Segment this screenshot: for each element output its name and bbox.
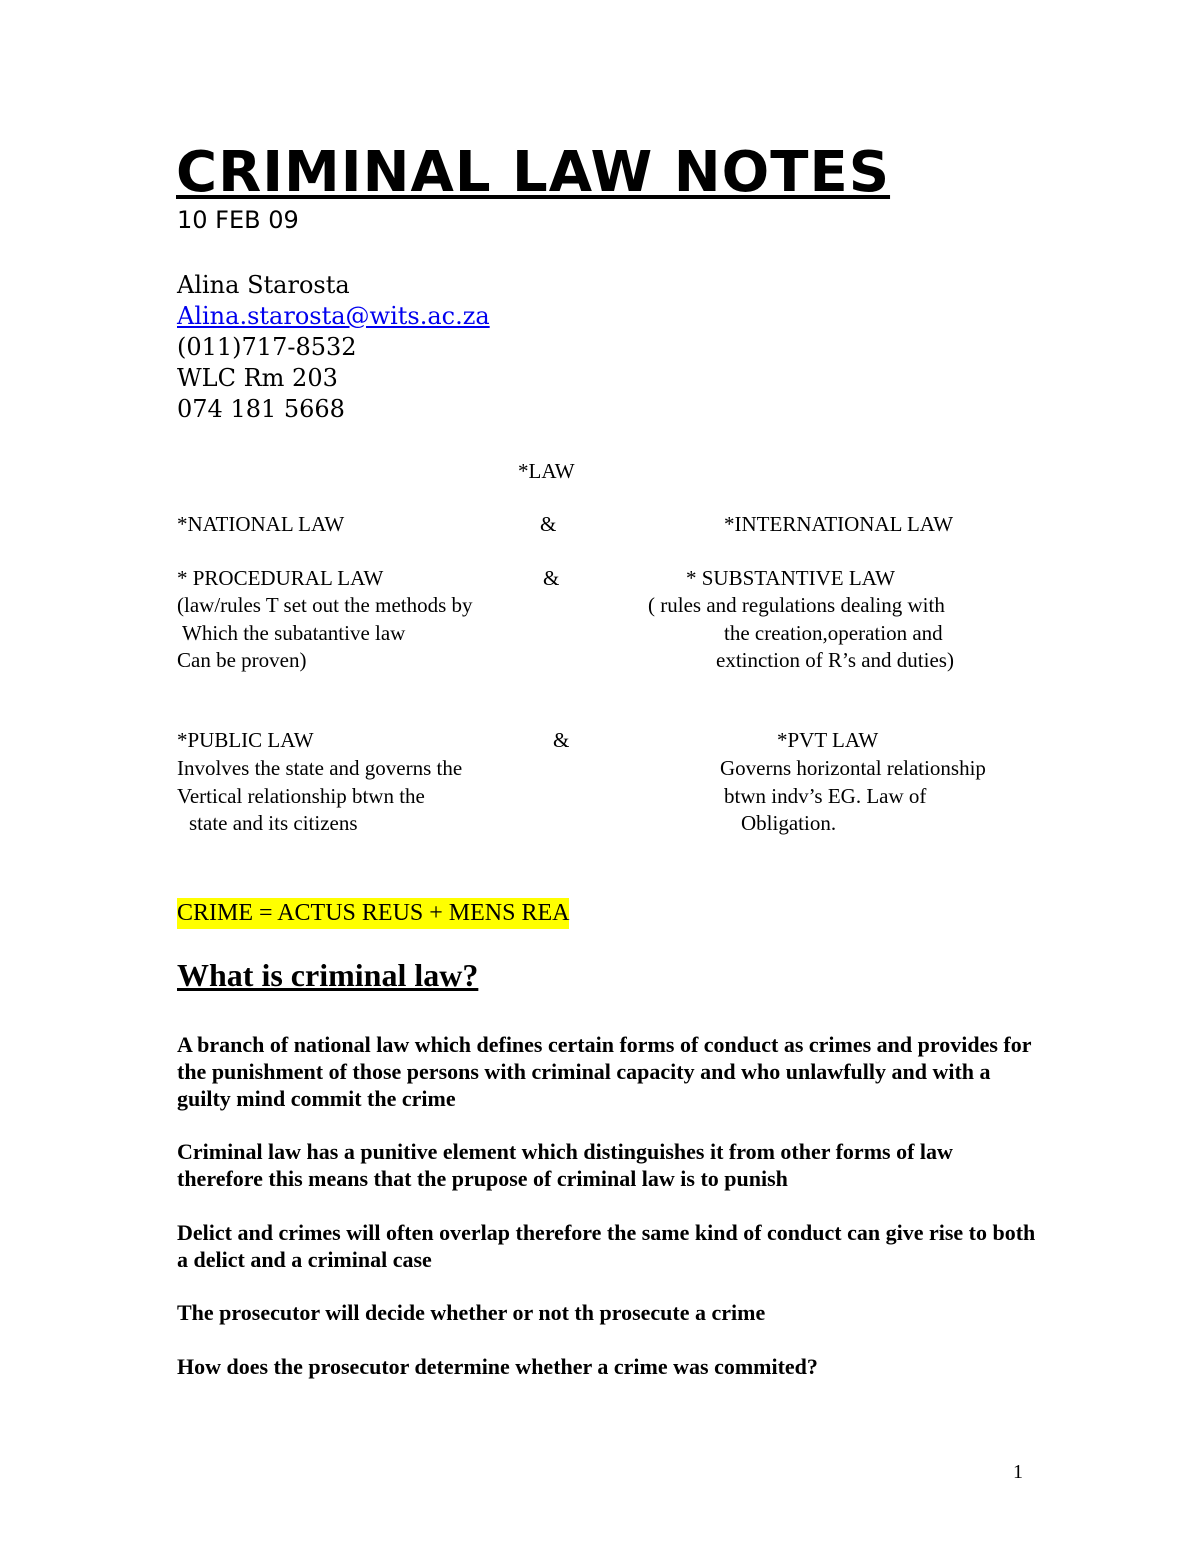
private-desc-line-3: Obligation. <box>741 811 837 835</box>
paragraph-definition: A branch of national law which defines certain forms of conduct as crimes and provides for the punishment of those persons with criminal capacity and who unlawfully and with a guilty mind commit the crime <box>177 1032 1032 1111</box>
public-desc-line-1: Involves the state and governs the <box>177 756 463 780</box>
ampersand-1: & <box>540 512 557 536</box>
public-desc-line-2: Vertical relationship btwn the <box>177 784 425 808</box>
contact-mobile: 074 181 5668 <box>177 395 345 423</box>
procedural-desc-line-1: (law/rules T set out the methods by <box>177 593 473 617</box>
substantive-desc-line-1: ( rules and regulations dealing with <box>648 593 945 617</box>
contact-name: Alina Starosta <box>177 271 350 299</box>
procedural-law-label: * PROCEDURAL LAW <box>177 566 384 590</box>
private-law-label: *PVT LAW <box>777 728 879 752</box>
public-desc-line-3: state and its citizens <box>189 811 358 835</box>
document-title: CRIMINAL LAW NOTES <box>176 140 891 205</box>
ampersand-3: & <box>553 728 570 752</box>
private-desc-line-2: btwn indv’s EG. Law of <box>724 784 927 808</box>
contact-phone: (011)717-8532 <box>177 333 357 361</box>
law-root: *LAW <box>518 459 575 483</box>
crime-formula: CRIME = ACTUS REUS + MENS REA <box>177 898 569 929</box>
ampersand-2: & <box>543 566 560 590</box>
page-number: 1 <box>1013 1461 1023 1483</box>
international-law-label: *INTERNATIONAL LAW <box>724 512 954 536</box>
substantive-desc-line-2: the creation,operation and <box>724 621 943 645</box>
procedural-desc-line-3: Can be proven) <box>177 648 307 672</box>
paragraph-prosecutor: The prosecutor will decide whether or not th prosecute a crime <box>177 1300 766 1325</box>
public-law-label: *PUBLIC LAW <box>177 728 314 752</box>
contact-room: WLC Rm 203 <box>177 364 338 392</box>
document-date: 10 FEB 09 <box>177 206 299 234</box>
paragraph-punitive: Criminal law has a punitive element which distinguishes it from other forms of law therefore this means that the prupose of criminal law is to punish <box>177 1139 953 1191</box>
private-desc-line-1: Governs horizontal relationship <box>720 756 986 780</box>
paragraph-question: How does the prosecutor determine whether a crime was commited? <box>177 1354 818 1379</box>
contact-email-link[interactable]: Alina.starosta@wits.ac.za <box>177 302 490 330</box>
contact-block <box>177 270 490 425</box>
national-law-label: *NATIONAL LAW <box>177 512 345 536</box>
substantive-law-label: * SUBSTANTIVE LAW <box>686 566 895 590</box>
procedural-desc-line-2: Which the subatantive law <box>182 621 406 645</box>
paragraph-delict: Delict and crimes will often overlap therefore the same kind of conduct can give rise to both a delict and a criminal case <box>177 1220 1036 1272</box>
section-heading: What is criminal law? <box>177 957 479 993</box>
substantive-desc-line-3: extinction of R’s and duties) <box>716 648 954 672</box>
